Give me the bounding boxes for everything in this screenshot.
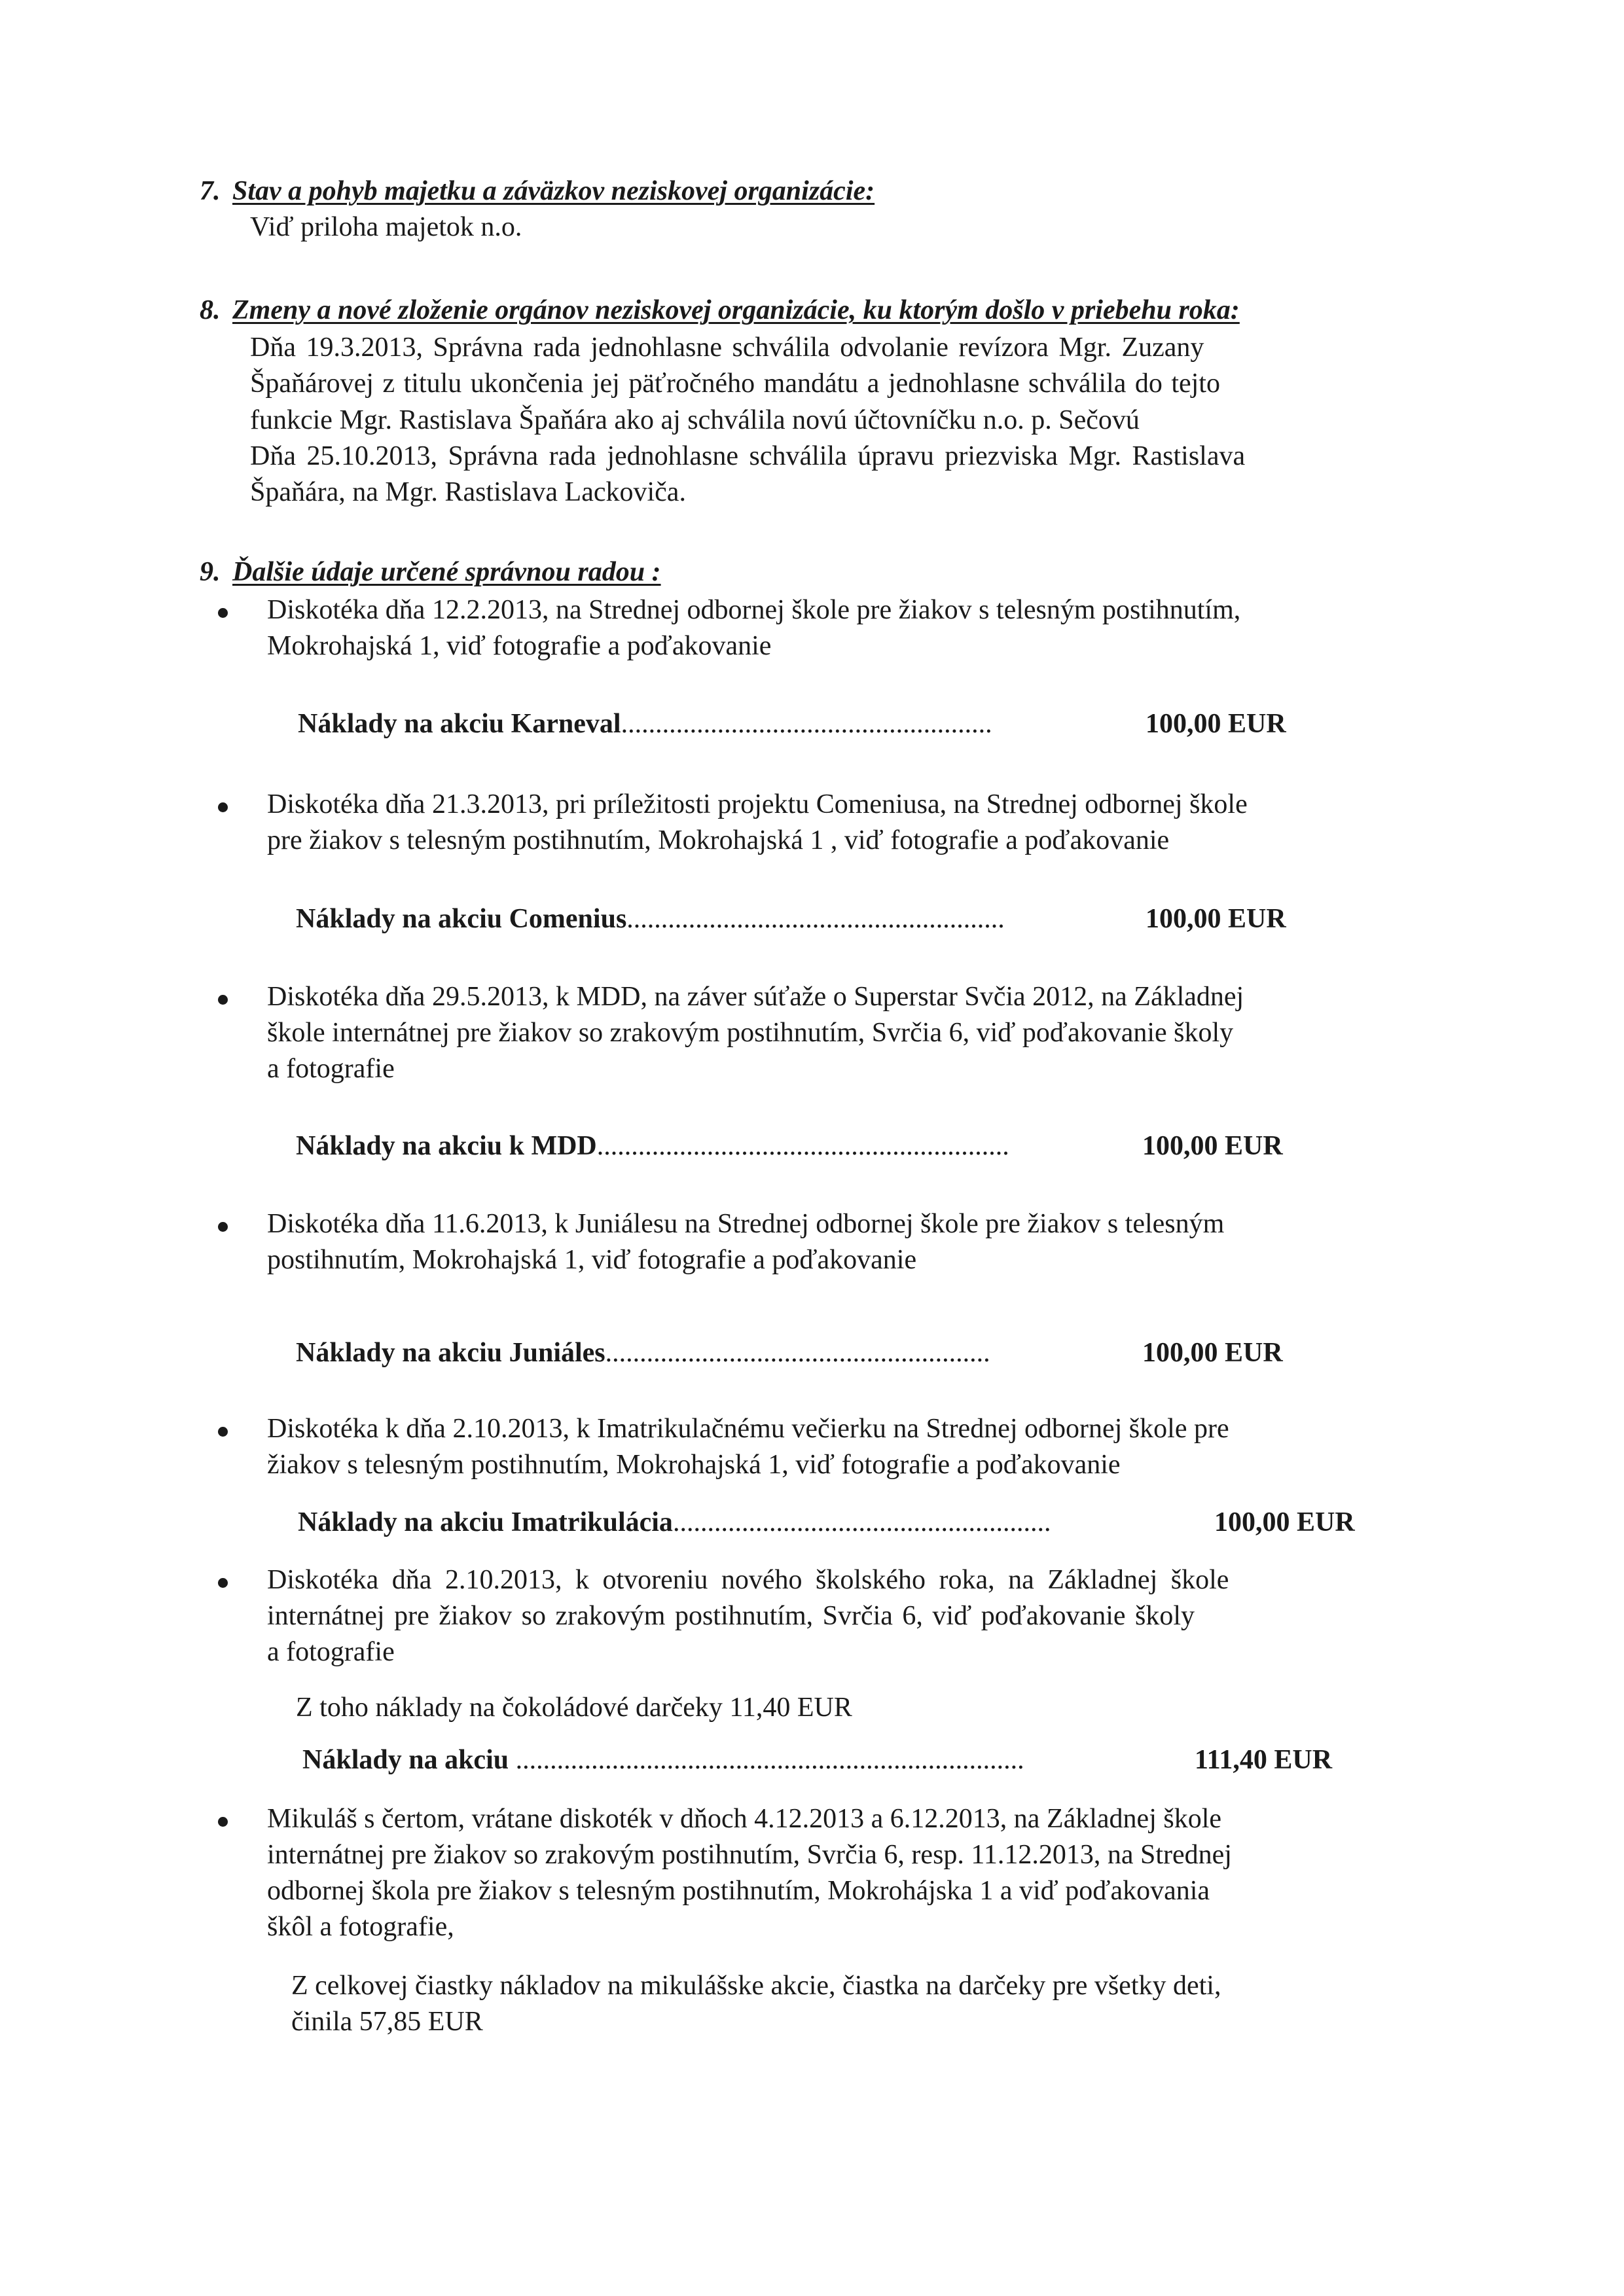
bullet-icon	[218, 1427, 228, 1437]
section-9-heading: Ďalšie údaje určené správnou radou :	[232, 557, 661, 587]
item-5-cost-value: 100,00 EUR	[1214, 1507, 1355, 1537]
cost-leader: ........................................................	[605, 1338, 990, 1368]
item-7-note-line: Z celkovej čiastky nákladov na mikulášske akcie, čiastka na darčeky pre všetky deti,	[291, 1971, 1221, 2001]
item-7-line: odbornej škola pre žiakov s telesným postihnutím, Mokrohájska 1 a viď poďakovania	[267, 1876, 1210, 1906]
cost-label: Náklady na akciu Comenius	[296, 904, 627, 934]
bullet-icon	[218, 1817, 228, 1827]
item-7-line: škôl a fotografie,	[267, 1912, 454, 1942]
section-8-line: Špaňára, na Mgr. Rastislava Lackoviča.	[250, 477, 686, 507]
cost-label: Náklady na akciu Karneval	[298, 709, 621, 739]
item-1-cost-value: 100,00 EUR	[1146, 709, 1286, 739]
item-3-line: a fotografie	[267, 1054, 395, 1084]
section-7-heading: Stav a pohyb majetku a záväzkov neziskovej organizácie:	[232, 176, 875, 206]
cost-leader: .......................................................	[626, 904, 1005, 934]
section-8-number: 8.	[200, 295, 221, 325]
section-8-line: Dňa 19.3.2013, Správna rada jednohlasne schválila odvolanie revízora Mgr. Zuzany	[250, 332, 1204, 363]
cost-label: Náklady na akciu	[302, 1745, 509, 1775]
cost-leader: ............................................................	[596, 1131, 1009, 1161]
item-3-line: Diskotéka dňa 29.5.2013, k MDD, na záver súťaže o Superstar Svčia 2012, na Základnej	[267, 982, 1244, 1012]
item-1-line: Mokrohajská 1, viď fotografie a poďakovanie	[267, 631, 772, 661]
item-6-line: Diskotéka dňa 2.10.2013, k otvoreniu nového školského roka, na Základnej škole	[267, 1565, 1229, 1595]
item-7-note-line: činila 57,85 EUR	[291, 2007, 483, 2037]
item-4-line: postihnutím, Mokrohajská 1, viď fotografie a poďakovanie	[267, 1245, 917, 1275]
cost-leader: ......................................................	[621, 709, 992, 739]
item-6-cost-line	[302, 1744, 1024, 1776]
section-8-line: Špaňárovej z titulu ukončenia jej päťročného mandátu a jednohlasne schválila do tejto	[250, 368, 1220, 399]
cost-label: Náklady na akciu k MDD	[296, 1131, 597, 1161]
item-6-line: internátnej pre žiakov so zrakovým postihnutím, Svrčia 6, viď poďakovanie školy	[267, 1601, 1195, 1631]
item-6-note: Z toho náklady na čokoládové darčeky 11,40 EUR	[296, 1693, 852, 1723]
item-6-line: a fotografie	[267, 1637, 395, 1667]
item-7-line: internátnej pre žiakov so zrakovým postihnutím, Svrčia 6, resp. 11.12.2013, na Strednej	[267, 1840, 1232, 1870]
cost-leader: .......................................................	[672, 1507, 1051, 1537]
item-5-line: žiakov s telesným postihnutím, Mokrohajská 1, viď fotografie a poďakovanie	[267, 1450, 1121, 1480]
bullet-icon	[218, 995, 228, 1005]
item-3-line: škole internátnej pre žiakov so zrakovým postihnutím, Svrčia 6, viď poďakovanie školy	[267, 1018, 1234, 1048]
item-4-cost-line	[296, 1337, 990, 1369]
section-7-number: 7.	[200, 176, 221, 206]
cost-leader: ..........................................................................	[515, 1745, 1024, 1775]
section-7-text: Viď priloha majetok n.o.	[250, 212, 522, 242]
cost-label: Náklady na akciu Imatrikulácia	[298, 1507, 673, 1537]
bullet-icon	[218, 608, 228, 618]
section-8-line: Dňa 25.10.2013, Správna rada jednohlasne schválila úpravu priezviska Mgr. Rastislava	[250, 441, 1246, 471]
item-2-line: pre žiakov s telesným postihnutím, Mokrohajská 1 , viď fotografie a poďakovanie	[267, 825, 1170, 855]
section-9-number: 9.	[200, 557, 221, 587]
item-4-line: Diskotéka dňa 11.6.2013, k Juniálesu na Strednej odbornej škole pre žiakov s telesným	[267, 1209, 1225, 1239]
bullet-icon	[218, 802, 228, 812]
item-3-cost-line	[296, 1130, 1009, 1162]
item-4-cost-value: 100,00 EUR	[1142, 1338, 1283, 1368]
item-6-cost-value: 111,40 EUR	[1195, 1745, 1333, 1775]
item-2-cost-line	[296, 903, 1005, 935]
item-1-cost-line	[298, 708, 992, 740]
section-8-heading: Zmeny a nové zloženie orgánov neziskovej organizácie, ku ktorým došlo v priebehu roka:	[232, 295, 1240, 325]
item-1-line: Diskotéka dňa 12.2.2013, na Strednej odbornej škole pre žiakov s telesným postihnutím,	[267, 595, 1241, 625]
item-5-cost-line	[298, 1507, 1051, 1538]
section-8-line: funkcie Mgr. Rastislava Špaňára ako aj schválila novú účtovníčku n.o. p. Sečovú	[250, 405, 1140, 435]
item-2-line: Diskotéka dňa 21.3.2013, pri príležitosti projektu Comeniusa, na Strednej odbornej škole	[267, 789, 1248, 819]
item-3-cost-value: 100,00 EUR	[1142, 1131, 1283, 1161]
bullet-icon	[218, 1222, 228, 1232]
item-5-line: Diskotéka k dňa 2.10.2013, k Imatrikulačnému večierku na Strednej odbornej škole pre	[267, 1414, 1229, 1444]
bullet-icon	[218, 1578, 228, 1588]
item-2-cost-value: 100,00 EUR	[1146, 904, 1286, 934]
item-7-line: Mikuláš s čertom, vrátane diskoték v dňoch 4.12.2013 a 6.12.2013, na Základnej škole	[267, 1804, 1222, 1834]
cost-label: Náklady na akciu Juniáles	[296, 1338, 605, 1368]
